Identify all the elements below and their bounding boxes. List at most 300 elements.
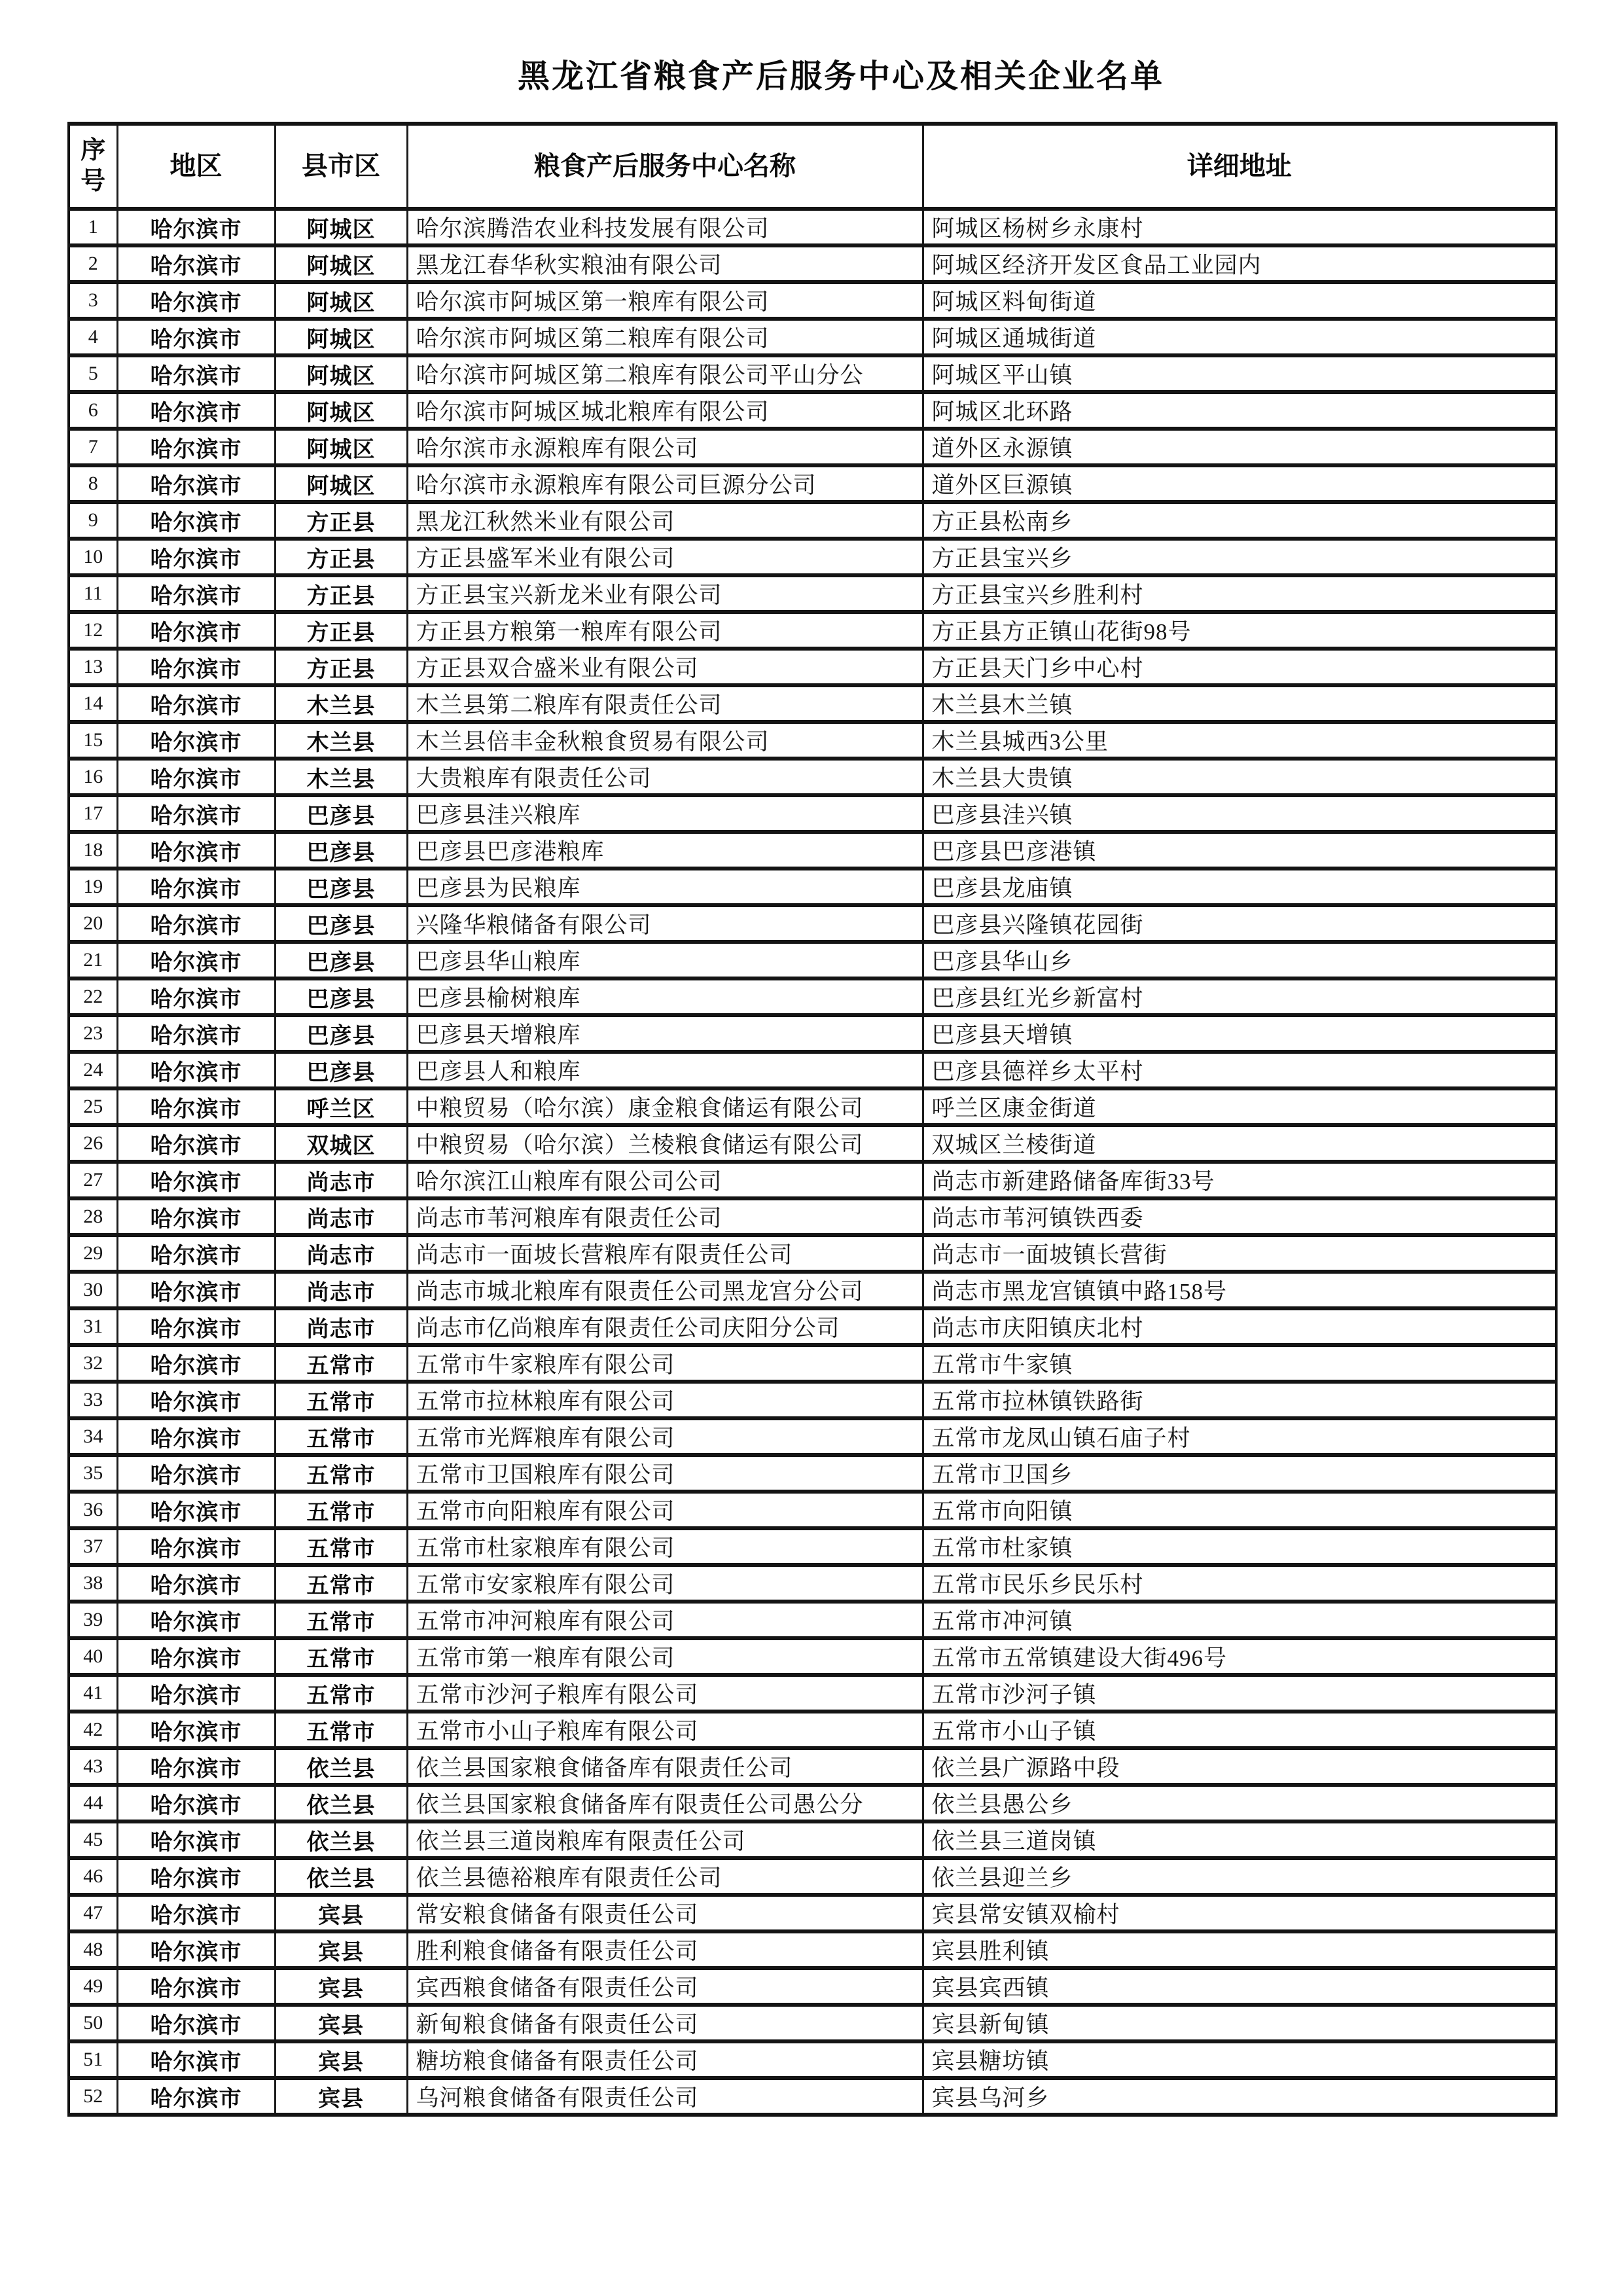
address-cell: 方正县宝兴乡 [923, 539, 1556, 575]
table-row [69, 942, 1556, 978]
row-number-cell: 24 [69, 1052, 117, 1088]
row-number-cell: 20 [69, 905, 117, 942]
address-cell: 五常市冲河镇 [923, 1602, 1556, 1638]
center-name-cell: 中粮贸易（哈尔滨）兰棱粮食储运有限公司 [407, 1125, 923, 1162]
region-cell: 哈尔滨市 [117, 392, 275, 429]
region-cell: 哈尔滨市 [117, 1308, 275, 1345]
address-cell: 宾县常安镇双榆村 [923, 1895, 1556, 1931]
address-cell: 道外区永源镇 [923, 429, 1556, 465]
region-cell: 哈尔滨市 [117, 1638, 275, 1675]
row-number-cell: 10 [69, 539, 117, 575]
table-row [69, 1675, 1556, 1712]
address-cell: 宾县新甸镇 [923, 2005, 1556, 2041]
address-cell: 依兰县愚公乡 [923, 1785, 1556, 1821]
address-cell: 依兰县三道岗镇 [923, 1821, 1556, 1858]
table-row [69, 429, 1556, 465]
table-row [69, 2041, 1556, 2078]
county-cell: 宾县 [275, 2078, 407, 2115]
table-row [69, 1712, 1556, 1748]
table-row [69, 978, 1556, 1015]
county-cell: 五常市 [275, 1528, 407, 1565]
address-cell: 五常市小山子镇 [923, 1712, 1556, 1748]
table-row [69, 685, 1556, 722]
table-row [69, 795, 1556, 832]
address-cell: 尚志市一面坡镇长营街 [923, 1235, 1556, 1272]
table-row [69, 502, 1556, 539]
county-cell: 依兰县 [275, 1785, 407, 1821]
county-cell: 阿城区 [275, 465, 407, 502]
county-cell: 尚志市 [275, 1198, 407, 1235]
row-number-cell: 15 [69, 722, 117, 759]
table-row [69, 1528, 1556, 1565]
row-number-cell: 31 [69, 1308, 117, 1345]
region-cell: 哈尔滨市 [117, 942, 275, 978]
region-cell: 哈尔滨市 [117, 282, 275, 319]
region-cell: 哈尔滨市 [117, 722, 275, 759]
address-cell: 巴彦县龙庙镇 [923, 869, 1556, 905]
table-row [69, 722, 1556, 759]
center-name-cell: 巴彦县巴彦港粮库 [407, 832, 923, 869]
address-cell: 五常市杜家镇 [923, 1528, 1556, 1565]
table-row [69, 1968, 1556, 2005]
table-row [69, 1198, 1556, 1235]
row-number-cell: 18 [69, 832, 117, 869]
row-number-cell: 35 [69, 1455, 117, 1492]
row-number-cell: 5 [69, 355, 117, 392]
center-name-cell: 哈尔滨市阿城区第一粮库有限公司 [407, 282, 923, 319]
row-number-cell: 30 [69, 1272, 117, 1308]
address-cell: 尚志市庆阳镇庆北村 [923, 1308, 1556, 1345]
county-cell: 阿城区 [275, 392, 407, 429]
row-number-cell: 26 [69, 1125, 117, 1162]
center-name-cell: 五常市杜家粮库有限公司 [407, 1528, 923, 1565]
address-cell: 五常市龙凤山镇石庙子村 [923, 1418, 1556, 1455]
center-name-cell: 五常市拉林粮库有限公司 [407, 1382, 923, 1418]
region-cell: 哈尔滨市 [117, 685, 275, 722]
region-cell: 哈尔滨市 [117, 795, 275, 832]
address-cell: 依兰县迎兰乡 [923, 1858, 1556, 1895]
region-cell: 哈尔滨市 [117, 1821, 275, 1858]
county-cell: 五常市 [275, 1638, 407, 1675]
address-cell: 巴彦县华山乡 [923, 942, 1556, 978]
page-title: 黑龙江省粮食产后服务中心及相关企业名单 [517, 59, 1164, 94]
county-cell: 依兰县 [275, 1748, 407, 1785]
region-cell: 哈尔滨市 [117, 1565, 275, 1602]
address-cell: 宾县宾西镇 [923, 1968, 1556, 2005]
county-cell: 五常市 [275, 1675, 407, 1712]
center-name-cell: 哈尔滨江山粮库有限公司公司 [407, 1162, 923, 1198]
county-cell: 阿城区 [275, 209, 407, 245]
center-name-cell: 黑龙江秋然米业有限公司 [407, 502, 923, 539]
row-number-cell: 8 [69, 465, 117, 502]
center-name-cell: 胜利粮食储备有限责任公司 [407, 1931, 923, 1968]
county-cell: 宾县 [275, 2005, 407, 2041]
center-name-cell: 五常市沙河子粮库有限公司 [407, 1675, 923, 1712]
column-header-center-name: 粮食产后服务中心名称 [407, 124, 923, 209]
county-cell: 五常市 [275, 1492, 407, 1528]
region-cell: 哈尔滨市 [117, 869, 275, 905]
county-cell: 巴彦县 [275, 905, 407, 942]
table-row [69, 1931, 1556, 1968]
region-cell: 哈尔滨市 [117, 465, 275, 502]
table-row [69, 1785, 1556, 1821]
center-name-cell: 哈尔滨市阿城区城北粮库有限公司 [407, 392, 923, 429]
table-row [69, 1382, 1556, 1418]
table-row [69, 245, 1556, 282]
row-number-cell: 33 [69, 1382, 117, 1418]
address-cell: 五常市沙河子镇 [923, 1675, 1556, 1712]
table-row [69, 1565, 1556, 1602]
row-number-cell: 11 [69, 575, 117, 612]
region-cell: 哈尔滨市 [117, 612, 275, 649]
address-cell: 木兰县城西3公里 [923, 722, 1556, 759]
row-number-cell: 39 [69, 1602, 117, 1638]
center-name-cell: 尚志市亿尚粮库有限责任公司庆阳分公司 [407, 1308, 923, 1345]
county-cell: 依兰县 [275, 1858, 407, 1895]
center-name-cell: 哈尔滨市阿城区第二粮库有限公司 [407, 319, 923, 355]
row-number-cell: 29 [69, 1235, 117, 1272]
address-cell: 木兰县木兰镇 [923, 685, 1556, 722]
county-cell: 五常市 [275, 1712, 407, 1748]
table-row [69, 1748, 1556, 1785]
row-number-cell: 2 [69, 245, 117, 282]
table-row [69, 1088, 1556, 1125]
table-row [69, 465, 1556, 502]
county-cell: 方正县 [275, 612, 407, 649]
center-name-cell: 五常市冲河粮库有限公司 [407, 1602, 923, 1638]
center-name-cell: 哈尔滨市阿城区第二粮库有限公司平山分公 [407, 355, 923, 392]
region-cell: 哈尔滨市 [117, 1931, 275, 1968]
row-number-cell: 37 [69, 1528, 117, 1565]
row-number-cell: 23 [69, 1015, 117, 1052]
row-number-cell: 28 [69, 1198, 117, 1235]
center-name-cell: 五常市安家粮库有限公司 [407, 1565, 923, 1602]
center-name-cell: 大贵粮库有限责任公司 [407, 759, 923, 795]
address-cell: 宾县胜利镇 [923, 1931, 1556, 1968]
row-number-cell: 46 [69, 1858, 117, 1895]
address-cell: 巴彦县德祥乡太平村 [923, 1052, 1556, 1088]
county-cell: 阿城区 [275, 429, 407, 465]
row-number-cell: 45 [69, 1821, 117, 1858]
address-cell: 巴彦县红光乡新富村 [923, 978, 1556, 1015]
region-cell: 哈尔滨市 [117, 1052, 275, 1088]
row-number-cell: 6 [69, 392, 117, 429]
table-row [69, 355, 1556, 392]
region-cell: 哈尔滨市 [117, 209, 275, 245]
table-header [69, 124, 1556, 209]
region-cell: 哈尔滨市 [117, 1272, 275, 1308]
table-row [69, 832, 1556, 869]
table-header-row [69, 124, 1556, 209]
region-cell: 哈尔滨市 [117, 1785, 275, 1821]
center-name-cell: 五常市光辉粮库有限公司 [407, 1418, 923, 1455]
county-cell: 方正县 [275, 539, 407, 575]
table-row [69, 1235, 1556, 1272]
region-cell: 哈尔滨市 [117, 2041, 275, 2078]
county-cell: 巴彦县 [275, 1015, 407, 1052]
table-row [69, 759, 1556, 795]
county-cell: 宾县 [275, 1895, 407, 1931]
county-cell: 五常市 [275, 1455, 407, 1492]
address-cell: 五常市拉林镇铁路街 [923, 1382, 1556, 1418]
center-name-cell: 宾西粮食储备有限责任公司 [407, 1968, 923, 2005]
county-cell: 方正县 [275, 575, 407, 612]
table-row [69, 575, 1556, 612]
row-number-cell: 16 [69, 759, 117, 795]
center-name-cell: 方正县双合盛米业有限公司 [407, 649, 923, 685]
county-cell: 宾县 [275, 2041, 407, 2078]
table-row [69, 1821, 1556, 1858]
address-cell: 阿城区经济开发区食品工业园内 [923, 245, 1556, 282]
address-cell: 巴彦县兴隆镇花园街 [923, 905, 1556, 942]
region-cell: 哈尔滨市 [117, 2078, 275, 2115]
region-cell: 哈尔滨市 [117, 1088, 275, 1125]
region-cell: 哈尔滨市 [117, 575, 275, 612]
region-cell: 哈尔滨市 [117, 905, 275, 942]
county-cell: 巴彦县 [275, 832, 407, 869]
row-number-cell: 3 [69, 282, 117, 319]
address-cell: 方正县方正镇山花街98号 [923, 612, 1556, 649]
table-row [69, 1125, 1556, 1162]
county-cell: 五常市 [275, 1565, 407, 1602]
address-cell: 木兰县大贵镇 [923, 759, 1556, 795]
row-number-cell: 27 [69, 1162, 117, 1198]
county-cell: 五常市 [275, 1382, 407, 1418]
county-cell: 五常市 [275, 1602, 407, 1638]
address-cell: 宾县糖坊镇 [923, 2041, 1556, 2078]
center-name-cell: 依兰县三道岗粮库有限责任公司 [407, 1821, 923, 1858]
address-cell: 呼兰区康金街道 [923, 1088, 1556, 1125]
row-number-cell: 40 [69, 1638, 117, 1675]
region-cell: 哈尔滨市 [117, 1235, 275, 1272]
table-row [69, 1308, 1556, 1345]
table-row [69, 1418, 1556, 1455]
table-row [69, 1895, 1556, 1931]
table-row [69, 2078, 1556, 2115]
region-cell: 哈尔滨市 [117, 1125, 275, 1162]
address-cell: 依兰县广源路中段 [923, 1748, 1556, 1785]
center-name-cell: 中粮贸易（哈尔滨）康金粮食储运有限公司 [407, 1088, 923, 1125]
table-row [69, 319, 1556, 355]
address-cell: 五常市牛家镇 [923, 1345, 1556, 1382]
table-row [69, 1638, 1556, 1675]
county-cell: 依兰县 [275, 1821, 407, 1858]
center-name-cell: 方正县宝兴新龙米业有限公司 [407, 575, 923, 612]
region-cell: 哈尔滨市 [117, 1418, 275, 1455]
row-number-cell: 36 [69, 1492, 117, 1528]
region-cell: 哈尔滨市 [117, 539, 275, 575]
address-cell: 方正县天门乡中心村 [923, 649, 1556, 685]
address-cell: 阿城区通城街道 [923, 319, 1556, 355]
county-cell: 巴彦县 [275, 1052, 407, 1088]
region-cell: 哈尔滨市 [117, 1675, 275, 1712]
center-name-cell: 方正县方粮第一粮库有限公司 [407, 612, 923, 649]
table-row [69, 282, 1556, 319]
address-cell: 道外区巨源镇 [923, 465, 1556, 502]
region-cell: 哈尔滨市 [117, 1455, 275, 1492]
table-row [69, 209, 1556, 245]
region-cell: 哈尔滨市 [117, 2005, 275, 2041]
table-row [69, 1015, 1556, 1052]
county-cell: 木兰县 [275, 759, 407, 795]
table-row [69, 2005, 1556, 2041]
county-cell: 五常市 [275, 1345, 407, 1382]
county-cell: 宾县 [275, 1931, 407, 1968]
region-cell: 哈尔滨市 [117, 978, 275, 1015]
service-center-table [67, 122, 1558, 2117]
county-cell: 阿城区 [275, 319, 407, 355]
county-cell: 方正县 [275, 502, 407, 539]
county-cell: 巴彦县 [275, 942, 407, 978]
row-number-cell: 34 [69, 1418, 117, 1455]
row-number-cell: 12 [69, 612, 117, 649]
county-cell: 呼兰区 [275, 1088, 407, 1125]
table-row [69, 1345, 1556, 1382]
table-row [69, 649, 1556, 685]
center-name-cell: 哈尔滨腾浩农业科技发展有限公司 [407, 209, 923, 245]
center-name-cell: 哈尔滨市永源粮库有限公司 [407, 429, 923, 465]
center-name-cell: 巴彦县洼兴粮库 [407, 795, 923, 832]
center-name-cell: 依兰县国家粮食储备库有限责任公司 [407, 1748, 923, 1785]
region-cell: 哈尔滨市 [117, 1858, 275, 1895]
county-cell: 尚志市 [275, 1162, 407, 1198]
region-cell: 哈尔滨市 [117, 1748, 275, 1785]
county-cell: 尚志市 [275, 1235, 407, 1272]
region-cell: 哈尔滨市 [117, 832, 275, 869]
county-cell: 阿城区 [275, 355, 407, 392]
column-header-region: 地区 [117, 124, 275, 209]
row-number-cell: 42 [69, 1712, 117, 1748]
center-name-cell: 五常市小山子粮库有限公司 [407, 1712, 923, 1748]
row-number-cell: 21 [69, 942, 117, 978]
region-cell: 哈尔滨市 [117, 1895, 275, 1931]
table-row [69, 1272, 1556, 1308]
table-row [69, 1052, 1556, 1088]
row-number-cell: 7 [69, 429, 117, 465]
county-cell: 木兰县 [275, 685, 407, 722]
column-header-index: 序号 [69, 124, 117, 209]
region-cell: 哈尔滨市 [117, 1382, 275, 1418]
region-cell: 哈尔滨市 [117, 355, 275, 392]
address-cell: 宾县乌河乡 [923, 2078, 1556, 2115]
address-cell: 阿城区平山镇 [923, 355, 1556, 392]
row-number-cell: 13 [69, 649, 117, 685]
region-cell: 哈尔滨市 [117, 1015, 275, 1052]
center-name-cell: 哈尔滨市永源粮库有限公司巨源分公司 [407, 465, 923, 502]
center-name-cell: 巴彦县人和粮库 [407, 1052, 923, 1088]
row-number-cell: 4 [69, 319, 117, 355]
column-header-county: 县市区 [275, 124, 407, 209]
center-name-cell: 巴彦县天增粮库 [407, 1015, 923, 1052]
county-cell: 巴彦县 [275, 869, 407, 905]
table-body [69, 209, 1556, 2115]
center-name-cell: 黑龙江春华秋实粮油有限公司 [407, 245, 923, 282]
row-number-cell: 1 [69, 209, 117, 245]
region-cell: 哈尔滨市 [117, 759, 275, 795]
row-number-cell: 32 [69, 1345, 117, 1382]
center-name-cell: 尚志市苇河粮库有限责任公司 [407, 1198, 923, 1235]
county-cell: 尚志市 [275, 1272, 407, 1308]
county-cell: 方正县 [275, 649, 407, 685]
address-cell: 巴彦县巴彦港镇 [923, 832, 1556, 869]
center-name-cell: 木兰县第二粮库有限责任公司 [407, 685, 923, 722]
county-cell: 阿城区 [275, 245, 407, 282]
row-number-cell: 22 [69, 978, 117, 1015]
region-cell: 哈尔滨市 [117, 1968, 275, 2005]
row-number-cell: 51 [69, 2041, 117, 2078]
county-cell: 双城区 [275, 1125, 407, 1162]
region-cell: 哈尔滨市 [117, 1198, 275, 1235]
address-cell: 方正县松南乡 [923, 502, 1556, 539]
row-number-cell: 38 [69, 1565, 117, 1602]
center-name-cell: 尚志市城北粮库有限责任公司黑龙宫分公司 [407, 1272, 923, 1308]
address-cell: 巴彦县天增镇 [923, 1015, 1556, 1052]
address-cell: 尚志市新建路储备库街33号 [923, 1162, 1556, 1198]
region-cell: 哈尔滨市 [117, 1492, 275, 1528]
row-number-cell: 19 [69, 869, 117, 905]
county-cell: 巴彦县 [275, 978, 407, 1015]
table-row [69, 1858, 1556, 1895]
region-cell: 哈尔滨市 [117, 1602, 275, 1638]
region-cell: 哈尔滨市 [117, 245, 275, 282]
region-cell: 哈尔滨市 [117, 319, 275, 355]
center-name-cell: 尚志市一面坡长营粮库有限责任公司 [407, 1235, 923, 1272]
center-name-cell: 巴彦县榆树粮库 [407, 978, 923, 1015]
center-name-cell: 糖坊粮食储备有限责任公司 [407, 2041, 923, 2078]
address-cell: 尚志市黑龙宫镇镇中路158号 [923, 1272, 1556, 1308]
table-row [69, 1162, 1556, 1198]
table-row [69, 392, 1556, 429]
table-row [69, 1455, 1556, 1492]
center-name-cell: 五常市第一粮库有限公司 [407, 1638, 923, 1675]
center-name-cell: 依兰县德裕粮库有限责任公司 [407, 1858, 923, 1895]
row-number-cell: 52 [69, 2078, 117, 2115]
address-cell: 阿城区北环路 [923, 392, 1556, 429]
address-cell: 尚志市苇河镇铁西委 [923, 1198, 1556, 1235]
table-row [69, 905, 1556, 942]
table-row [69, 539, 1556, 575]
county-cell: 五常市 [275, 1418, 407, 1455]
row-number-cell: 14 [69, 685, 117, 722]
center-name-cell: 兴隆华粮储备有限公司 [407, 905, 923, 942]
region-cell: 哈尔滨市 [117, 1162, 275, 1198]
address-cell: 五常市民乐乡民乐村 [923, 1565, 1556, 1602]
column-header-address: 详细地址 [923, 124, 1556, 209]
center-name-cell: 巴彦县为民粮库 [407, 869, 923, 905]
region-cell: 哈尔滨市 [117, 429, 275, 465]
center-name-cell: 巴彦县华山粮库 [407, 942, 923, 978]
address-cell: 五常市卫国乡 [923, 1455, 1556, 1492]
region-cell: 哈尔滨市 [117, 649, 275, 685]
county-cell: 阿城区 [275, 282, 407, 319]
address-cell: 阿城区杨树乡永康村 [923, 209, 1556, 245]
address-cell: 双城区兰棱街道 [923, 1125, 1556, 1162]
region-cell: 哈尔滨市 [117, 1712, 275, 1748]
table-row [69, 612, 1556, 649]
center-name-cell: 五常市卫国粮库有限公司 [407, 1455, 923, 1492]
center-name-cell: 五常市牛家粮库有限公司 [407, 1345, 923, 1382]
address-cell: 五常市向阳镇 [923, 1492, 1556, 1528]
row-number-cell: 50 [69, 2005, 117, 2041]
region-cell: 哈尔滨市 [117, 502, 275, 539]
center-name-cell: 木兰县倍丰金秋粮食贸易有限公司 [407, 722, 923, 759]
address-cell: 阿城区料甸街道 [923, 282, 1556, 319]
county-cell: 木兰县 [275, 722, 407, 759]
row-number-cell: 44 [69, 1785, 117, 1821]
row-number-cell: 47 [69, 1895, 117, 1931]
center-name-cell: 乌河粮食储备有限责任公司 [407, 2078, 923, 2115]
region-cell: 哈尔滨市 [117, 1345, 275, 1382]
